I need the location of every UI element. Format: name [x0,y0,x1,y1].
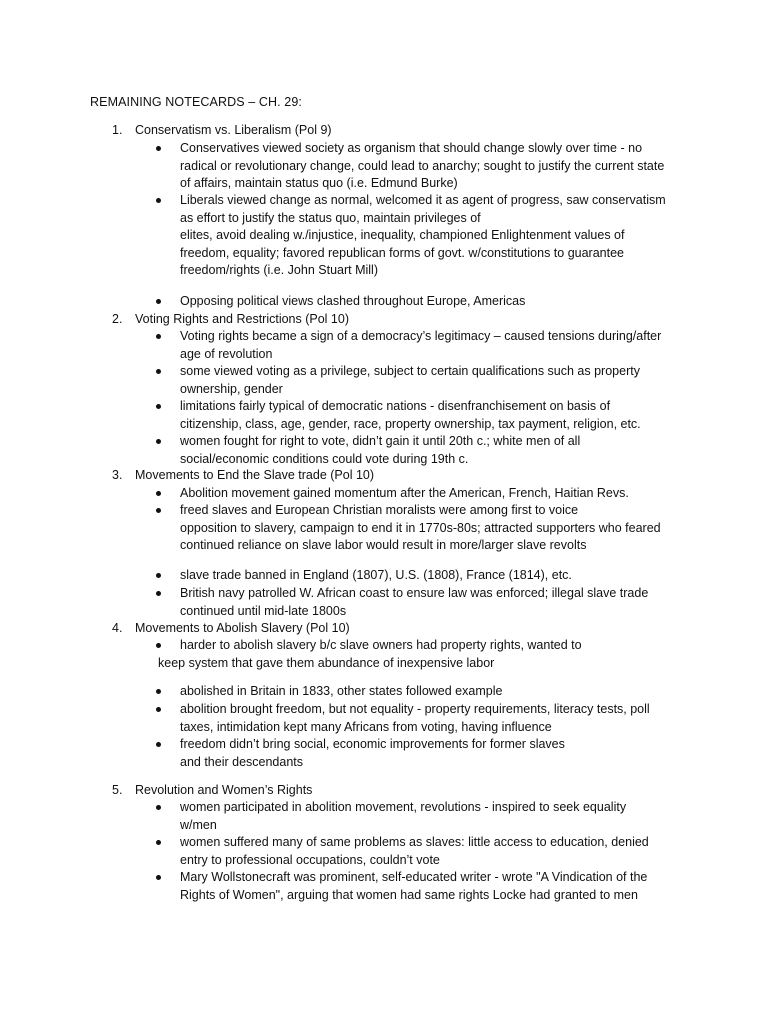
bullet-dot-icon [156,369,161,374]
bullet-dot-icon [156,707,161,712]
bullet-line: women participated in abolition movement, revolutions - inspired to seek equality [180,800,627,814]
bullet-line: ownership, gender [180,381,283,396]
bullet-item [158,637,700,672]
bullet-line: age of revolution [180,346,273,361]
bullet-item [180,398,700,433]
bullet-line: taxes, intimidation kept many Africans from voting, having influence [180,719,552,734]
bullet-line: entry to professional occupations, couldn’t vote [180,852,440,867]
bullet-line: w/men [180,817,217,832]
bullet-line: freedom didn’t bring social, economic improvements for former slaves [180,737,565,751]
bullet-line: freedom/rights (i.e. John Stuart Mill) [180,263,378,278]
bullet-dot-icon [156,198,161,203]
bullet-item [180,701,700,736]
bullet-line: freed slaves and European Christian moralists were among first to voice [180,503,579,517]
bullet-item [180,585,700,620]
bullet-dot-icon [156,491,161,496]
bullet-item [180,140,700,193]
bullet-line: radical or revolutionary change, could lead to anarchy; sought to justify the current state [180,158,665,173]
bullet-item [180,192,700,280]
bullet-item [180,328,700,363]
bullet-line: opposition to slavery, campaign to end it in 1770s-80s; attracted supporters who feared [180,520,661,535]
bullet-item [180,293,700,311]
bullet-line: some viewed voting as a privilege, subject to certain qualifications such as property [180,364,640,378]
bullet-line: harder to abolish slavery b/c slave owners had property rights, wanted to [180,638,582,652]
bullet-line: limitations fairly typical of democratic nations - disenfranchisement on basis of [180,399,611,413]
bullet-item [180,502,700,555]
bullet-line: continued until mid-late 1800s [180,603,347,618]
bullet-line: social/economic conditions could vote during 19th c. [180,451,469,466]
bullet-line: and their descendants [180,754,304,769]
bullet-line: women fought for right to vote, didn’t gain it until 20th c.; white men of all [180,434,581,448]
bullet-dot-icon [156,573,161,578]
bullet-item [180,683,700,701]
bullet-line: of affairs, maintain status quo (i.e. Edmund Burke) [180,176,458,191]
page-title: REMAINING NOTECARDS – CH. 29: [90,95,302,109]
bullet-line: abolished in Britain in 1833, other states followed example [180,684,503,698]
bullet-dot-icon [156,643,161,648]
bullet-line: Conservatives viewed society as organism that should change slowly over time - no [180,141,643,155]
bullet-line: continued reliance on slave labor would result in more/larger slave revolts [180,538,587,553]
section-heading-text: Movements to Abolish Slavery (Pol 10) [135,621,350,635]
bullet-line: Rights of Women", arguing that women had same rights Locke had granted to men [180,887,638,902]
bullet-line: British navy patrolled W. African coast to ensure law was enforced; illegal slave trade [180,586,649,600]
section-number: 2. [112,312,123,326]
section-number: 5. [112,783,123,797]
bullet-line: women suffered many of same problems as slaves: little access to education, denied [180,835,649,849]
section-heading-text: Movements to End the Slave trade (Pol 10) [135,468,375,482]
bullet-item [180,363,700,398]
bullet-item [180,485,700,503]
bullet-item [180,869,700,904]
section-number: 4. [112,621,123,635]
bullet-line: as effort to justify the status quo, maintain privileges of [180,210,481,225]
section-heading-text: Voting Rights and Restrictions (Pol 10) [135,312,349,326]
bullet-dot-icon [156,689,161,694]
bullet-line: keep system that gave them abundance of inexpensive labor [158,655,495,670]
bullet-line: abolition brought freedom, but not equality - property requirements, literacy tests, poll [180,702,650,716]
bullet-line: elites, avoid dealing w./injustice, inequality, championed Enlightenment values of [180,228,625,243]
section-number: 1. [112,123,123,137]
bullet-dot-icon [156,299,161,304]
bullet-dot-icon [156,591,161,596]
bullet-line: Abolition movement gained momentum after the American, French, Haitian Revs. [180,486,629,500]
bullet-line: Liberals viewed change as normal, welcomed it as agent of progress, saw conservatism [180,193,666,207]
bullet-dot-icon [156,742,161,747]
section-number: 3. [112,468,123,482]
bullet-line: Mary Wollstonecraft was prominent, self-educated writer - wrote "A Vindication of the [180,870,648,884]
bullet-dot-icon [156,805,161,810]
bullet-line: Voting rights became a sign of a democracy’s legitimacy – caused tensions during/after [180,329,662,343]
section-heading-text: Revolution and Women’s Rights [135,783,313,797]
section-heading-text: Conservatism vs. Liberalism (Pol 9) [135,123,332,137]
bullet-dot-icon [156,439,161,444]
bullet-dot-icon [156,404,161,409]
bullet-dot-icon [156,840,161,845]
bullet-dot-icon [156,508,161,513]
bullet-item [180,433,700,468]
bullet-line: citizenship, class, age, gender, race, property ownership, tax payment, religion, etc. [180,416,641,431]
bullet-line: Opposing political views clashed throughout Europe, Americas [180,294,526,308]
bullet-dot-icon [156,146,161,151]
bullet-item [180,834,700,869]
bullet-item [180,736,700,771]
bullet-dot-icon [156,875,161,880]
bullet-item [180,567,700,585]
bullet-dot-icon [156,334,161,339]
bullet-item [180,799,700,834]
bullet-line: slave trade banned in England (1807), U.S. (1808), France (1814), etc. [180,568,572,582]
bullet-line: freedom, equality; favored republican forms of govt. w/constitutions to guarantee [180,245,624,260]
